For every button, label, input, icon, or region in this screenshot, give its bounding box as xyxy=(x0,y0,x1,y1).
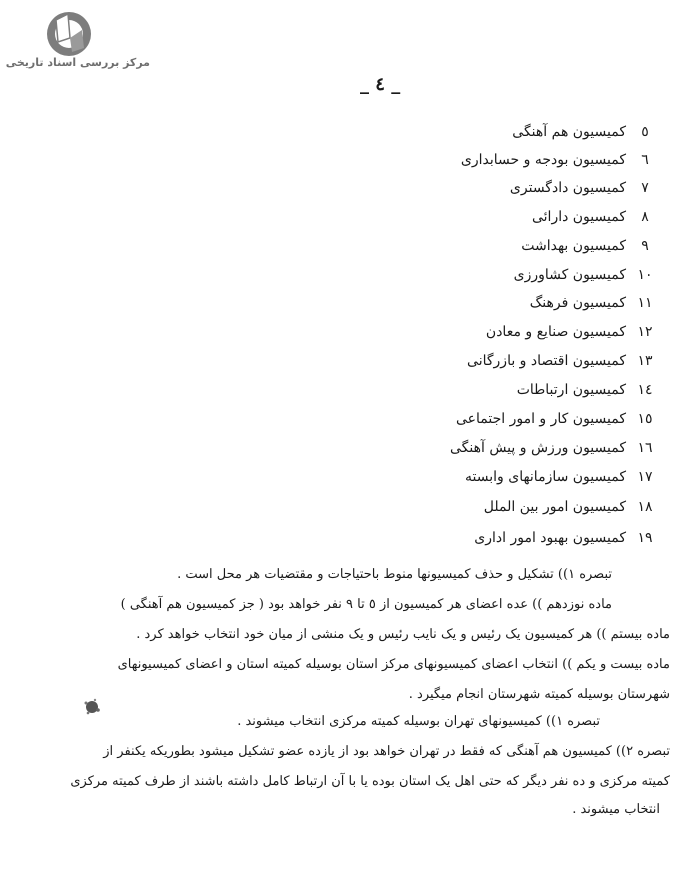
list-item xyxy=(430,321,660,343)
list-item xyxy=(430,206,660,228)
item-number: ١٤ xyxy=(637,382,653,398)
item-number: ١٣ xyxy=(637,353,653,369)
item-label: کمیسیون امور بین الملل xyxy=(483,499,626,515)
item-number: ١٦ xyxy=(637,440,653,456)
archive-name: مرکز بررسی اسناد تاریخی xyxy=(5,56,150,69)
article-line: شهرستان بوسیله کمیته شهرستان انجام میگیرد . xyxy=(408,687,670,702)
list-item xyxy=(430,292,660,314)
item-label: کمیسیون بهبود امور اداری xyxy=(474,530,626,546)
list-item xyxy=(430,264,660,286)
item-number: ٩ xyxy=(641,238,649,254)
note-line: کمیته مرکزی و ده نفر دیگر که حتی اهل یک استان بوده یا با آن ارتباط کامل داشته باشند از طرف کمیته مرکزی xyxy=(70,774,670,789)
item-label: کمیسیون بهداشت xyxy=(521,238,626,254)
item-number: ١٠ xyxy=(637,267,653,283)
article-line: ماده نوزدهم )) عده اعضای هر کمیسیون از ٥ تا ٩ نفر خواهد بود ( جز کمیسیون هم آهنگی ) xyxy=(120,597,612,612)
note-line: انتخاب میشوند . xyxy=(572,802,660,817)
list-item xyxy=(430,379,660,401)
item-label: کمیسیون دادگستری xyxy=(509,180,626,196)
item-number: ٥ xyxy=(641,124,649,140)
list-item xyxy=(430,235,660,257)
note-line: تبصره ١)) کمیسیونهای تهران بوسیله کمیته مرکزی انتخاب میشوند . xyxy=(237,714,600,729)
item-number: ١٧ xyxy=(637,469,653,485)
list-item xyxy=(430,177,660,199)
list-item xyxy=(430,408,660,430)
item-label: کمیسیون دارائی xyxy=(531,209,626,225)
page-number: _ ٤ _ xyxy=(360,74,401,95)
item-number: ١٩ xyxy=(637,530,653,546)
item-label: کمیسیون ارتباطات xyxy=(516,382,626,398)
item-label: کمیسیون کار و امور اجتماعی xyxy=(456,411,626,427)
article-line: ماده بیستم )) هر کمیسیون یک رئیس و یک نایب رئیس و یک منشی از میان خود انتخاب خواهد کرد . xyxy=(136,627,670,642)
item-label: کمیسیون اقتصاد و بازرگانی xyxy=(467,353,626,369)
list-item xyxy=(430,437,660,459)
item-label: کمیسیون صنایع و معادن xyxy=(485,324,626,340)
list-item xyxy=(430,121,660,143)
item-label: کمیسیون بودجه و حسابداری xyxy=(460,152,626,168)
note-line: تبصره ٢)) کمیسیون هم آهنگی که فقط در تهران خواهد بود از یازده عضو تشکیل میشود بطوریکه یکنفر از xyxy=(103,744,670,759)
note-line: تبصره ١)) تشکیل و حذف کمیسیونها منوط باحتیاجات و مقتضیات هر محل است . xyxy=(177,567,612,582)
item-label: کمیسیون کشاورزی xyxy=(513,267,626,283)
list-item xyxy=(430,350,660,372)
item-number: ١٥ xyxy=(637,411,653,427)
list-item xyxy=(430,149,660,171)
item-number: ٨ xyxy=(641,209,649,225)
archive-logo-icon xyxy=(38,8,100,58)
item-number: ١٢ xyxy=(637,324,653,340)
item-number: ١١ xyxy=(637,295,653,311)
item-number: ١٨ xyxy=(637,499,653,515)
item-number: ٦ xyxy=(641,152,649,168)
item-label: کمیسیون ورزش و پیش آهنگی xyxy=(449,440,626,456)
ink-blot-icon xyxy=(80,695,104,719)
list-item xyxy=(430,496,660,518)
list-item xyxy=(430,466,660,488)
list-item xyxy=(430,527,660,549)
item-number: ٧ xyxy=(641,180,649,196)
article-line: ماده بیست و یکم )) انتخاب اعضای کمیسیونهای مرکز استان بوسیله کمیته استان و اعضای کمیسیونهای xyxy=(117,657,670,672)
item-label: کمیسیون فرهنگ xyxy=(529,295,626,311)
item-label: کمیسیون سازمانهای وابسته xyxy=(465,469,626,485)
item-label: کمیسیون هم آهنگی xyxy=(512,124,626,140)
